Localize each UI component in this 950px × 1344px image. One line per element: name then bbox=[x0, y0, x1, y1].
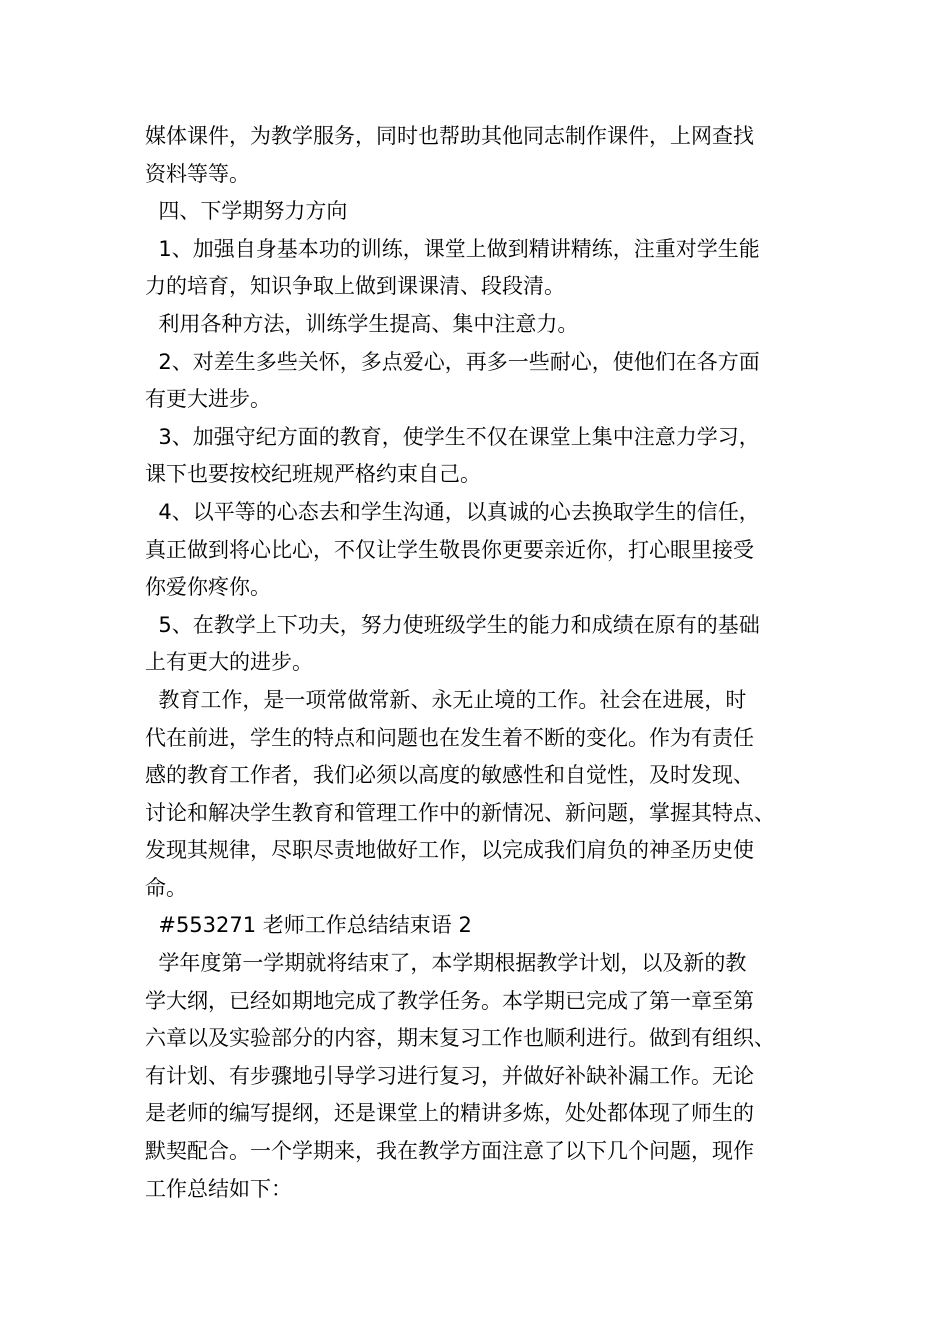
paragraph-line: 发现其规律，尽职尽责地做好工作，以完成我们肩负的神圣历史使 bbox=[145, 838, 754, 863]
list-item-3: 3、加强守纪方面的教育，使学生不仅在课堂上集中注意力学习， bbox=[145, 424, 760, 449]
list-item-2: 2、对差生多些关怀，多点爱心，再多一些耐心，使他们在各方面 bbox=[145, 349, 760, 374]
section-heading: 四、下学期努力方向 bbox=[145, 199, 348, 224]
text-line: 上有更大的进步。 bbox=[145, 650, 313, 675]
paragraph-line: 有计划、有步骤地引导学习进行复习，并做好补缺补漏工作。无论 bbox=[145, 1063, 754, 1088]
paragraph-line: 六章以及实验部分的内容，期末复习工作也顺利进行。做到有组织、 bbox=[145, 1026, 775, 1051]
article-heading: #553271 老师工作总结结束语 2 bbox=[145, 913, 472, 938]
text-line: 资料等等。 bbox=[145, 161, 250, 186]
text-line: 真正做到将心比心，不仅让学生敬畏你更要亲近你，打心眼里接受 bbox=[145, 537, 754, 562]
text-line: 有更大进步。 bbox=[145, 387, 271, 412]
list-item-5: 5、在教学上下功夫，努力使班级学生的能力和成绩在原有的基础 bbox=[145, 612, 760, 637]
paragraph-line: 默契配合。一个学期来，我在教学方面注意了以下几个问题，现作 bbox=[145, 1139, 754, 1164]
paragraph-line: 工作总结如下： bbox=[145, 1176, 292, 1201]
list-item-1: 1、加强自身基本功的训练，课堂上做到精讲精练，注重对学生能 bbox=[145, 236, 760, 261]
paragraph-line: 命。 bbox=[145, 875, 187, 900]
text-line: 你爱你疼你。 bbox=[145, 575, 271, 600]
text-line: 媒体课件，为教学服务，同时也帮助其他同志制作课件，上网查找 bbox=[145, 124, 754, 148]
paragraph-line: 是老师的编写提纲，还是课堂上的精讲多炼，处处都体现了师生的 bbox=[145, 1101, 754, 1126]
text-line: 课下也要按校纪班规严格约束自己。 bbox=[145, 462, 481, 487]
list-item-4: 4、以平等的心态去和学生沟通，以真诚的心去换取学生的信任， bbox=[145, 499, 760, 524]
paragraph-line: 教育工作，是一项常做常新、永无止境的工作。社会在进展，时 bbox=[145, 687, 747, 712]
paragraph-line: 代在前进，学生的特点和问题也在发生着不断的变化。作为有责任 bbox=[145, 725, 754, 750]
paragraph-line: 学大纲，已经如期地完成了教学任务。本学期已完成了第一章至第 bbox=[145, 988, 754, 1013]
text-line: 利用各种方法，训练学生提高、集中注意力。 bbox=[145, 311, 579, 336]
document-body bbox=[145, 118, 835, 1208]
paragraph-line: 讨论和解决学生教育和管理工作中的新情况、新问题，掌握其特点、 bbox=[145, 800, 775, 825]
paragraph-line: 学年度第一学期就将结束了，本学期根据教学计划，以及新的教 bbox=[145, 951, 747, 976]
paragraph-line: 感的教育工作者，我们必须以高度的敏感性和自觉性，及时发现、 bbox=[145, 763, 754, 788]
text-line: 力的培育，知识争取上做到课课清、段段清。 bbox=[145, 274, 565, 299]
